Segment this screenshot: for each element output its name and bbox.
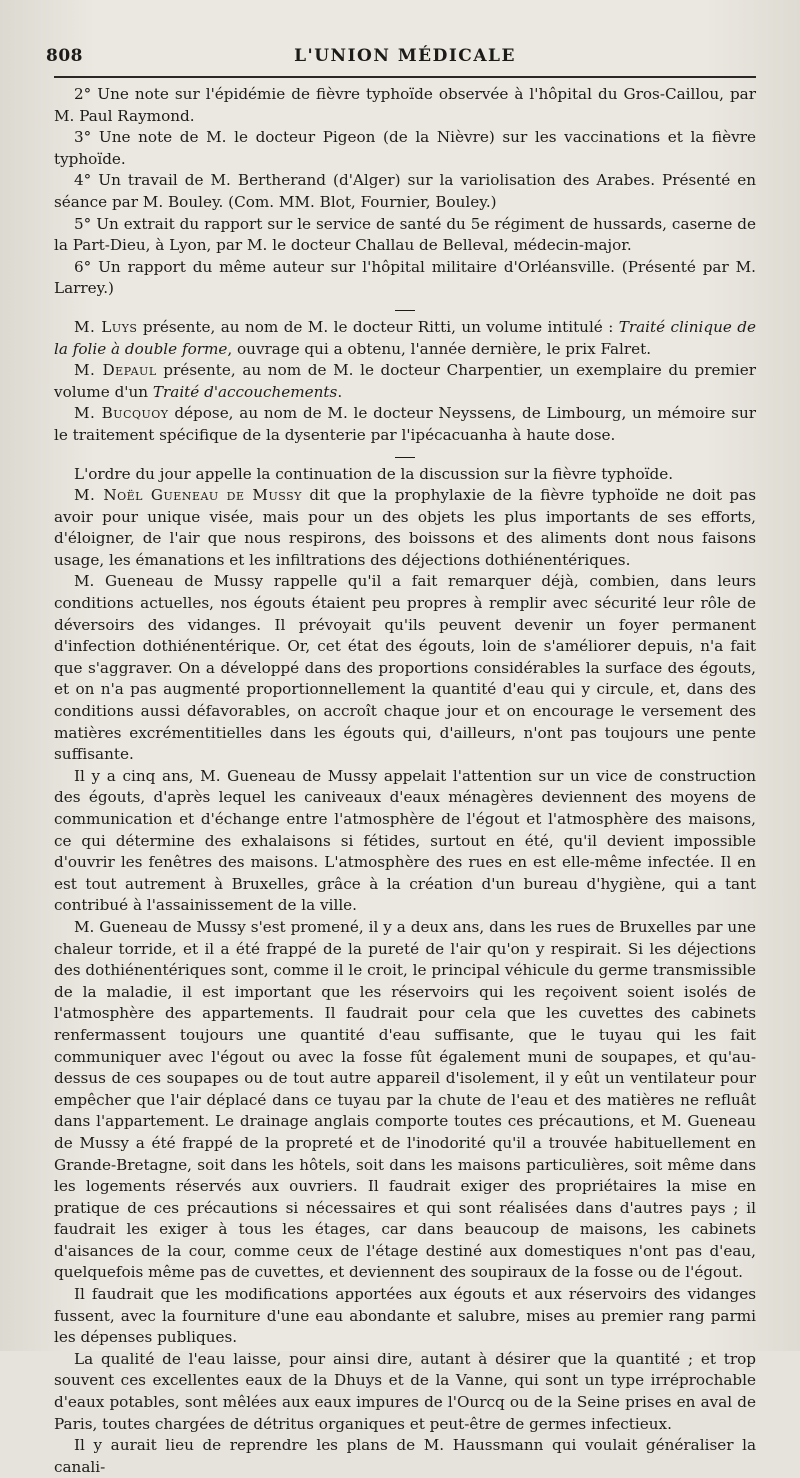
list-item-4: 4° Un travail de M. Bertherand (d'Alger) sur la variolisation des Arabes. Présenté en séance par M. Bouley. (Com. MM. Blot, Fournier, Bouley.): [54, 171, 756, 211]
presentation-text: présente, au nom de M. le docteur Charpentier, un exemplaire du premier volume d'un: [54, 361, 756, 401]
presentation-text: présente, au nom de M. le docteur Ritti, un volume intitulé :: [137, 317, 619, 336]
list-item-6: 6° Un rapport du même auteur sur l'hôpital militaire d'Orléansville. (Présenté par M. Larrey.): [54, 257, 756, 298]
running-title: L'UNION MÉDICALE: [294, 46, 516, 66]
speaker-name: M. Depaul: [74, 361, 157, 380]
discussion-paragraph: M. Gueneau de Mussy s'est promené, il y a deux ans, dans les rues de Bruxelles par une chaleur torride, et il a été frappé de la pureté de l'air qu'on y respirait. Si les déjections des dothiénentériques sont, comme il le croit, le principal véhicule du germe transmissible de la maladie, il est important que les réservoirs qui les reçoivent soient isolés de l'atmosphère des appartements. Il faudrait pour cela que les cuvettes des cabinets renfermassent toujours une quantité d'eau suffisante, que le tuyau qui les fait communiquer avec l'égout ou avec la fosse fût également muni de soupapes, et qu'au-dessus de ces soupapes ou de tout autre appareil d'isolement, il y eût un ventilateur pour empêcher que l'air déplacé dans ce tuyau par la chute de l'eau et des matières ne refluât dans l'appartement. Le drainage anglais comporte toutes ces précautions, et M. Gueneau de Mussy a été frappé de la propreté et de l'inodorité qu'il a trouvée habituellement en Grande-Bretagne, soit dans les hôtels, soit dans les maisons particulières, soit même dans les logements réservés aux ouvriers. Il faudrait exiger des propriétaires la mise en pratique de ces précautions si nécessaires et qui sont réalisées dans d'autres pays ; il faudrait les exiger à tous les étages, car dans beaucoup de maisons, les cabinets d'aisances de la cour, comme ceux de l'étage destiné aux domestiques n'ont pas d'eau, quelquefois même pas de cuvettes, et deviennent des soupiraux de la fosse ou de l'égout.: [54, 917, 756, 1282]
speaker-name: M. Luys: [74, 317, 138, 336]
presentation-bucquoy: [54, 403, 756, 446]
agenda-intro: L'ordre du jour appelle la continuation de la discussion sur la fièvre typhoïde.: [74, 464, 674, 483]
page-body: [54, 78, 756, 1478]
discussion-paragraph: Il y a cinq ans, M. Gueneau de Mussy appelait l'attention sur un vice de construction des égouts, d'après lequel les caniveaux d'eaux ménagères deviennent des moyens de communication et d'échange entre l'atmosphère de l'égout et l'atmosphère des maisons, ce qui détermine des exhalaisons si fétides, surtout en été, qu'il devient impossible d'ouvrir les fenêtres des maisons. L'atmosphère des rues en est elle-même infectée. Il en est tout autrement à Bruxelles, grâce à la création d'un bureau d'hygiène, qui a tant contribué à l'assainissement de la ville.: [54, 766, 756, 915]
discussion-paragraph: Il y aurait lieu de reprendre les plans de M. Haussmann qui voulait généraliser la canali-: [54, 1436, 756, 1476]
discussion-opening-text: dit que la prophylaxie de la fièvre typhoïde ne doit pas avoir pour unique visée, mais pour un des objets les plus importants de ses efforts, d'éloigner, de l'air que nous respirons, des boissons et des aliments dont nous faisons usage, les émanations et les infiltrations des déjections dothiénentériques.: [54, 486, 756, 569]
book-title: Traité clinique de la folie à double forme: [54, 317, 756, 358]
list-item-3: 3° Une note de M. le docteur Pigeon (de la Nièvre) sur les vaccinations et la fièvre typhoïde.: [54, 128, 756, 168]
discussion-paragraph: M. Gueneau de Mussy rappelle qu'il a fait remarquer déjà, combien, dans leurs conditions actuelles, nos égouts étaient peu propres à remplir avec sécurité leur rôle de déversoirs des vidanges. Il prévoyait qu'ils peuvent devenir un foyer permanent d'infection dothiénentérique. Or, cet état des égouts, loin de s'améliorer depuis, n'a fait que s'aggraver. On a développé dans des proportions considérables la surface des égouts, et on n'a pas augmenté proportionnellement la quantité d'eau qui y circule, et, dans des conditions aussi défavorables, on accroît chaque jour et on encourage le versement des matières excrémentitielles dans les égouts qui, d'ailleurs, n'ont pas toujours une pente suffisante.: [54, 572, 756, 764]
presentation-text: dépose, au nom de M. le docteur Neyssens, de Limbourg, un mémoire sur le traitement spécifique de la dysenterie par l'ipécacuanha à haute dose.: [54, 404, 756, 444]
speaker-name: M. Bucquoy: [74, 404, 169, 423]
list-item-2: 2° Une note sur l'épidémie de fièvre typhoïde observée à l'hôpital du Gros-Caillou, par M. Paul Raymond.: [54, 85, 756, 125]
discussion-paragraph: La qualité de l'eau laisse, pour ainsi dire, autant à désirer que la quantité ; et trop souvent ces excellentes eaux de la Dhuys et de la Vanne, qui sont un type irréprochable d'eaux potables, sont mêlées aux eaux impures de l'Ourcq ou de la Seine prises en aval de Paris, toutes chargées de détritus organiques et peut-être de germes infectieux.: [54, 1349, 756, 1433]
list-item-5: 5° Un extrait du rapport sur le service de santé du 5e régiment de hussards, caserne de la Part-Dieu, à Lyon, par M. le docteur Challau de Belleval, médecin-major.: [54, 214, 756, 255]
presentation-tail: , ouvrage qui a obtenu, l'année dernière, le prix Falret.: [227, 339, 652, 358]
speaker-name: M. Noël Gueneau de Mussy: [74, 486, 302, 505]
section-divider: [395, 457, 415, 458]
presentation-tail: .: [337, 382, 343, 401]
book-title: Traité d'accouchements: [152, 382, 338, 401]
discussion-opening: [54, 485, 756, 571]
page-number: 808: [46, 46, 83, 66]
presentation-luys: [54, 317, 756, 360]
presentation-depaul: [54, 360, 756, 403]
discussion-paragraph: Il faudrait que les modifications apportées aux égouts et aux réservoirs des vidanges fussent, avec la fourniture d'une eau abondante et salubre, mises au premier rang parmi les dépenses publiques.: [54, 1285, 756, 1347]
section-divider: [395, 310, 415, 311]
page-header: [46, 42, 756, 78]
